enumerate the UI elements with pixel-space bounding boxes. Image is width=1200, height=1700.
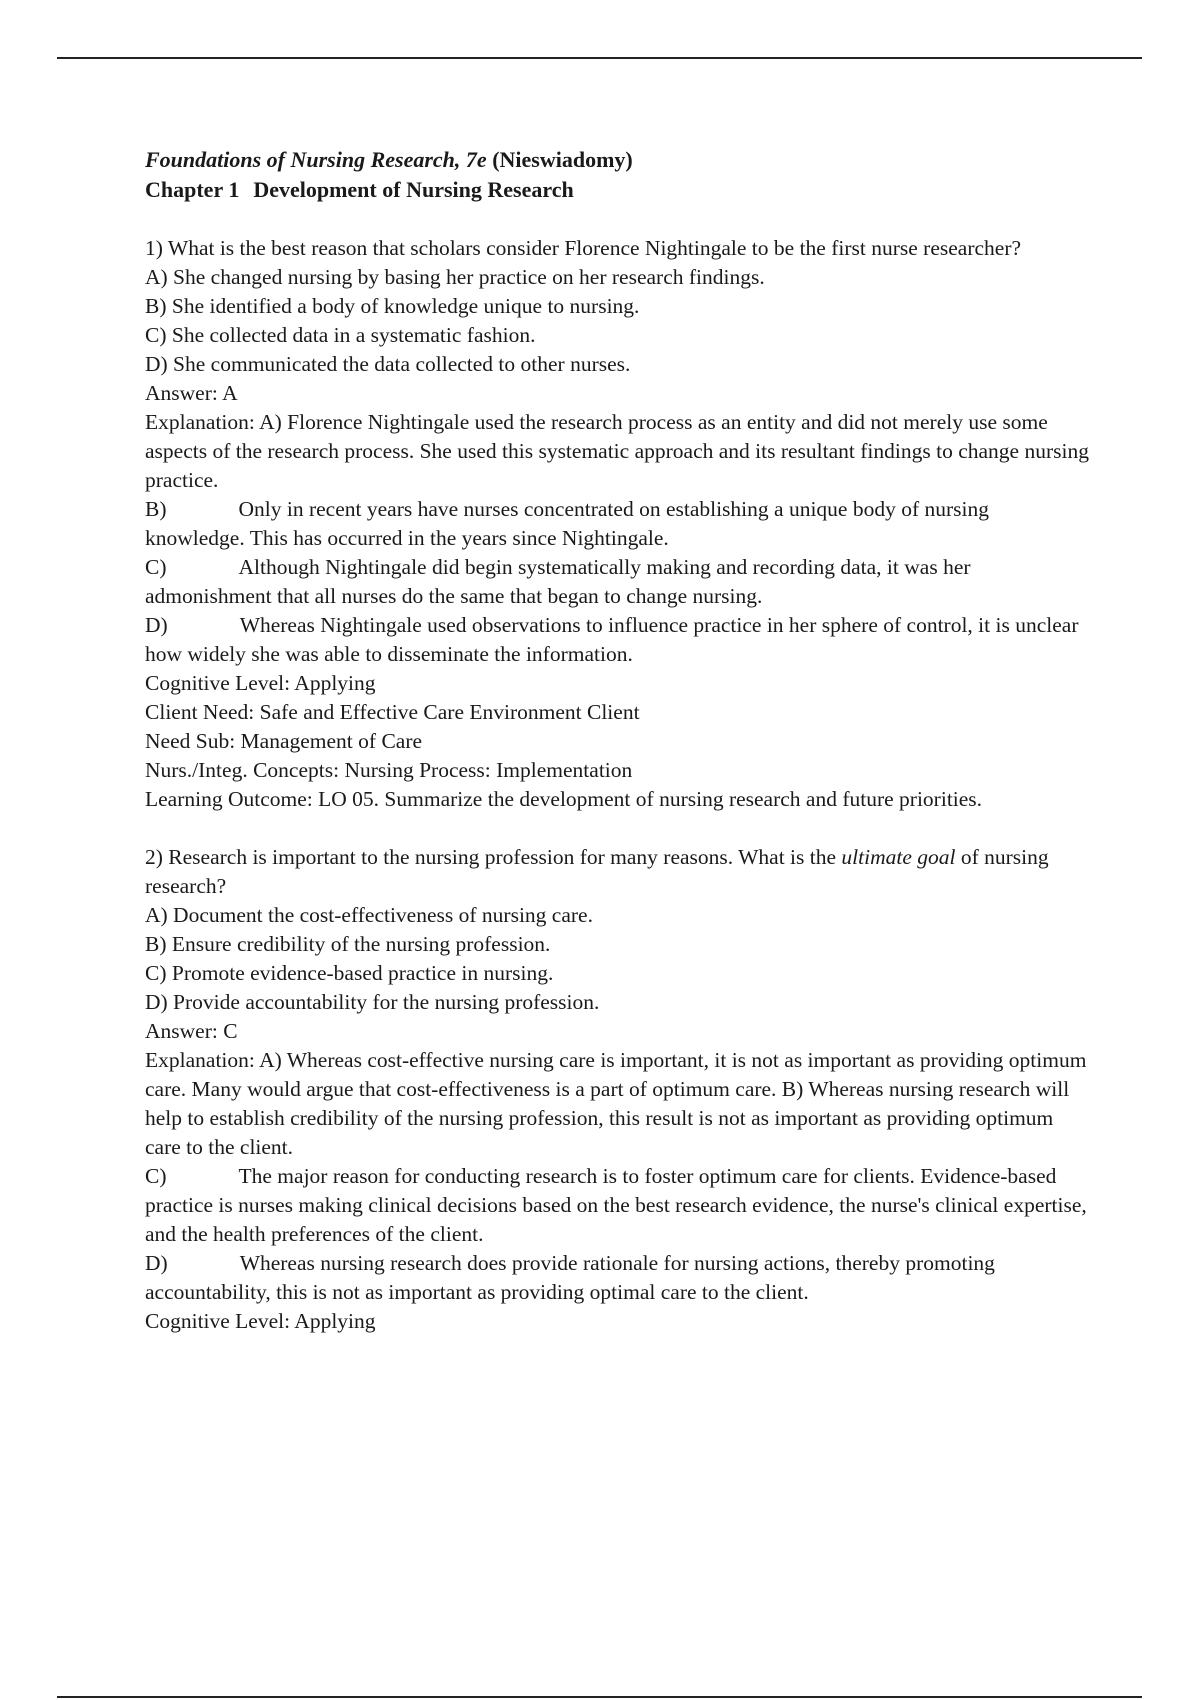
question-1-concepts [145,756,1090,785]
chapter-heading [145,175,1090,205]
question-2-explanation [145,1046,1090,1162]
explanation-label: Explanation: [145,1048,255,1072]
book-title-line [145,145,1090,175]
question-2-option-b: B) Ensure credibility of the nursing profession. [145,932,551,956]
stem-emphasis: ultimate goal [841,845,956,869]
question-2-option-d: D) Provide accountability for the nursing profession. [145,990,600,1014]
answer-value: A [222,381,238,405]
explanation-text: Whereas Nightingale used observations to influence practice in her sphere of control, it is unclear how widely she was able to disseminate the information. [145,613,1079,666]
question-2-answer [145,1017,1090,1046]
question-1-need-sub [145,727,1090,756]
meta-value: Applying [294,1309,376,1333]
question-2-explanation-item [145,1249,1090,1307]
question-2-cognitive-level [145,1307,1090,1336]
meta-value: Safe and Effective Care Environment Client [259,700,640,724]
question-1-option-b: B) She identified a body of knowledge unique to nursing. [145,294,640,318]
question-1-client-need [145,698,1090,727]
top-rule [57,57,1142,59]
explanation-text: The major reason for conducting research is to foster optimum care for clients. Evidence-based practice is nurses making clinical decisions based on the best research evidence, the nurse's clinical expertise, and the health preferences of the client. [145,1164,1087,1246]
question-2-explanation-item [145,1162,1090,1249]
bottom-rule [57,1696,1142,1698]
explanation-letter: C) [145,1164,167,1188]
question-2-option-a: A) Document the cost-effectiveness of nursing care. [145,903,593,927]
explanation-text: Only in recent years have nurses concentrated on establishing a unique body of nursing knowledge. This has occurred in the years since Nightingale. [145,497,989,550]
meta-label: Need Sub: [145,729,236,753]
explanation-letter: D) [145,1251,168,1275]
question-2-stem [145,843,1090,901]
meta-label: Learning Outcome: [145,787,313,811]
question-1 [145,234,1090,814]
question-1-option-d: D) She communicated the data collected to other nurses. [145,352,631,376]
answer-label: Answer: [145,1019,218,1043]
explanation-letter: D) [145,613,168,637]
question-1-explanation-item [145,553,1090,611]
question-1-stem: 1) What is the best reason that scholars consider Florence Nightingale to be the first nurse researcher? [145,236,1022,260]
stem-text: of nursing research? [145,845,1049,898]
meta-label: Cognitive Level: [145,671,291,695]
book-title: Foundations of Nursing Research, 7e [145,147,487,172]
chapter-title: Development of Nursing Research [253,177,574,202]
document-body [145,145,1090,1336]
meta-value: Applying [294,671,376,695]
meta-value: Management of Care [240,729,423,753]
question-2-option-c: C) Promote evidence-based practice in nursing. [145,961,554,985]
book-author: (Nieswiadomy) [492,147,633,172]
question-1-answer [145,379,1090,408]
question-1-option-c: C) She collected data in a systematic fashion. [145,323,536,347]
question-1-explanation [145,408,1090,495]
question-1-option-a: A) She changed nursing by basing her practice on her research findings. [145,265,765,289]
answer-value: C [223,1019,238,1043]
meta-label: Cognitive Level: [145,1309,291,1333]
explanation-a-text: A) Whereas cost-effective nursing care is important, it is not as important as providing optimum care. Many would argue that cost-effectiveness is a part of optimum care. B) Whereas nursing research will help to establish credibility of the nursing profession, this result is not as important as providing optimum care to the client. [145,1048,1087,1159]
meta-label: Nurs./Integ. Concepts: [145,758,340,782]
explanation-text: Whereas nursing research does provide rationale for nursing actions, thereby promoting accountability, this is not as important as providing optimal care to the client. [145,1251,995,1304]
question-1-learning-outcome [145,785,1090,814]
question-1-explanation-item [145,495,1090,553]
explanation-label: Explanation: [145,410,255,434]
meta-value: Nursing Process: Implementation [344,758,633,782]
stem-text: 2) Research is important to the nursing profession for many reasons. What is the [145,845,837,869]
answer-label: Answer: [145,381,218,405]
chapter-label: Chapter 1 [145,177,240,202]
explanation-letter: C) [145,555,167,579]
question-1-cognitive-level [145,669,1090,698]
question-1-explanation-item [145,611,1090,669]
explanation-letter: B) [145,497,167,521]
explanation-a-text: A) Florence Nightingale used the research process as an entity and did not merely use some aspects of the research process. She used this systematic approach and its resultant findings to change nursing practice. [145,410,1089,492]
question-2 [145,843,1090,1336]
explanation-text: Although Nightingale did begin systematically making and recording data, it was her admonishment that all nurses do the same that began to change nursing. [145,555,971,608]
meta-value: LO 05. Summarize the development of nursing research and future priorities. [318,787,983,811]
meta-label: Client Need: [145,700,255,724]
